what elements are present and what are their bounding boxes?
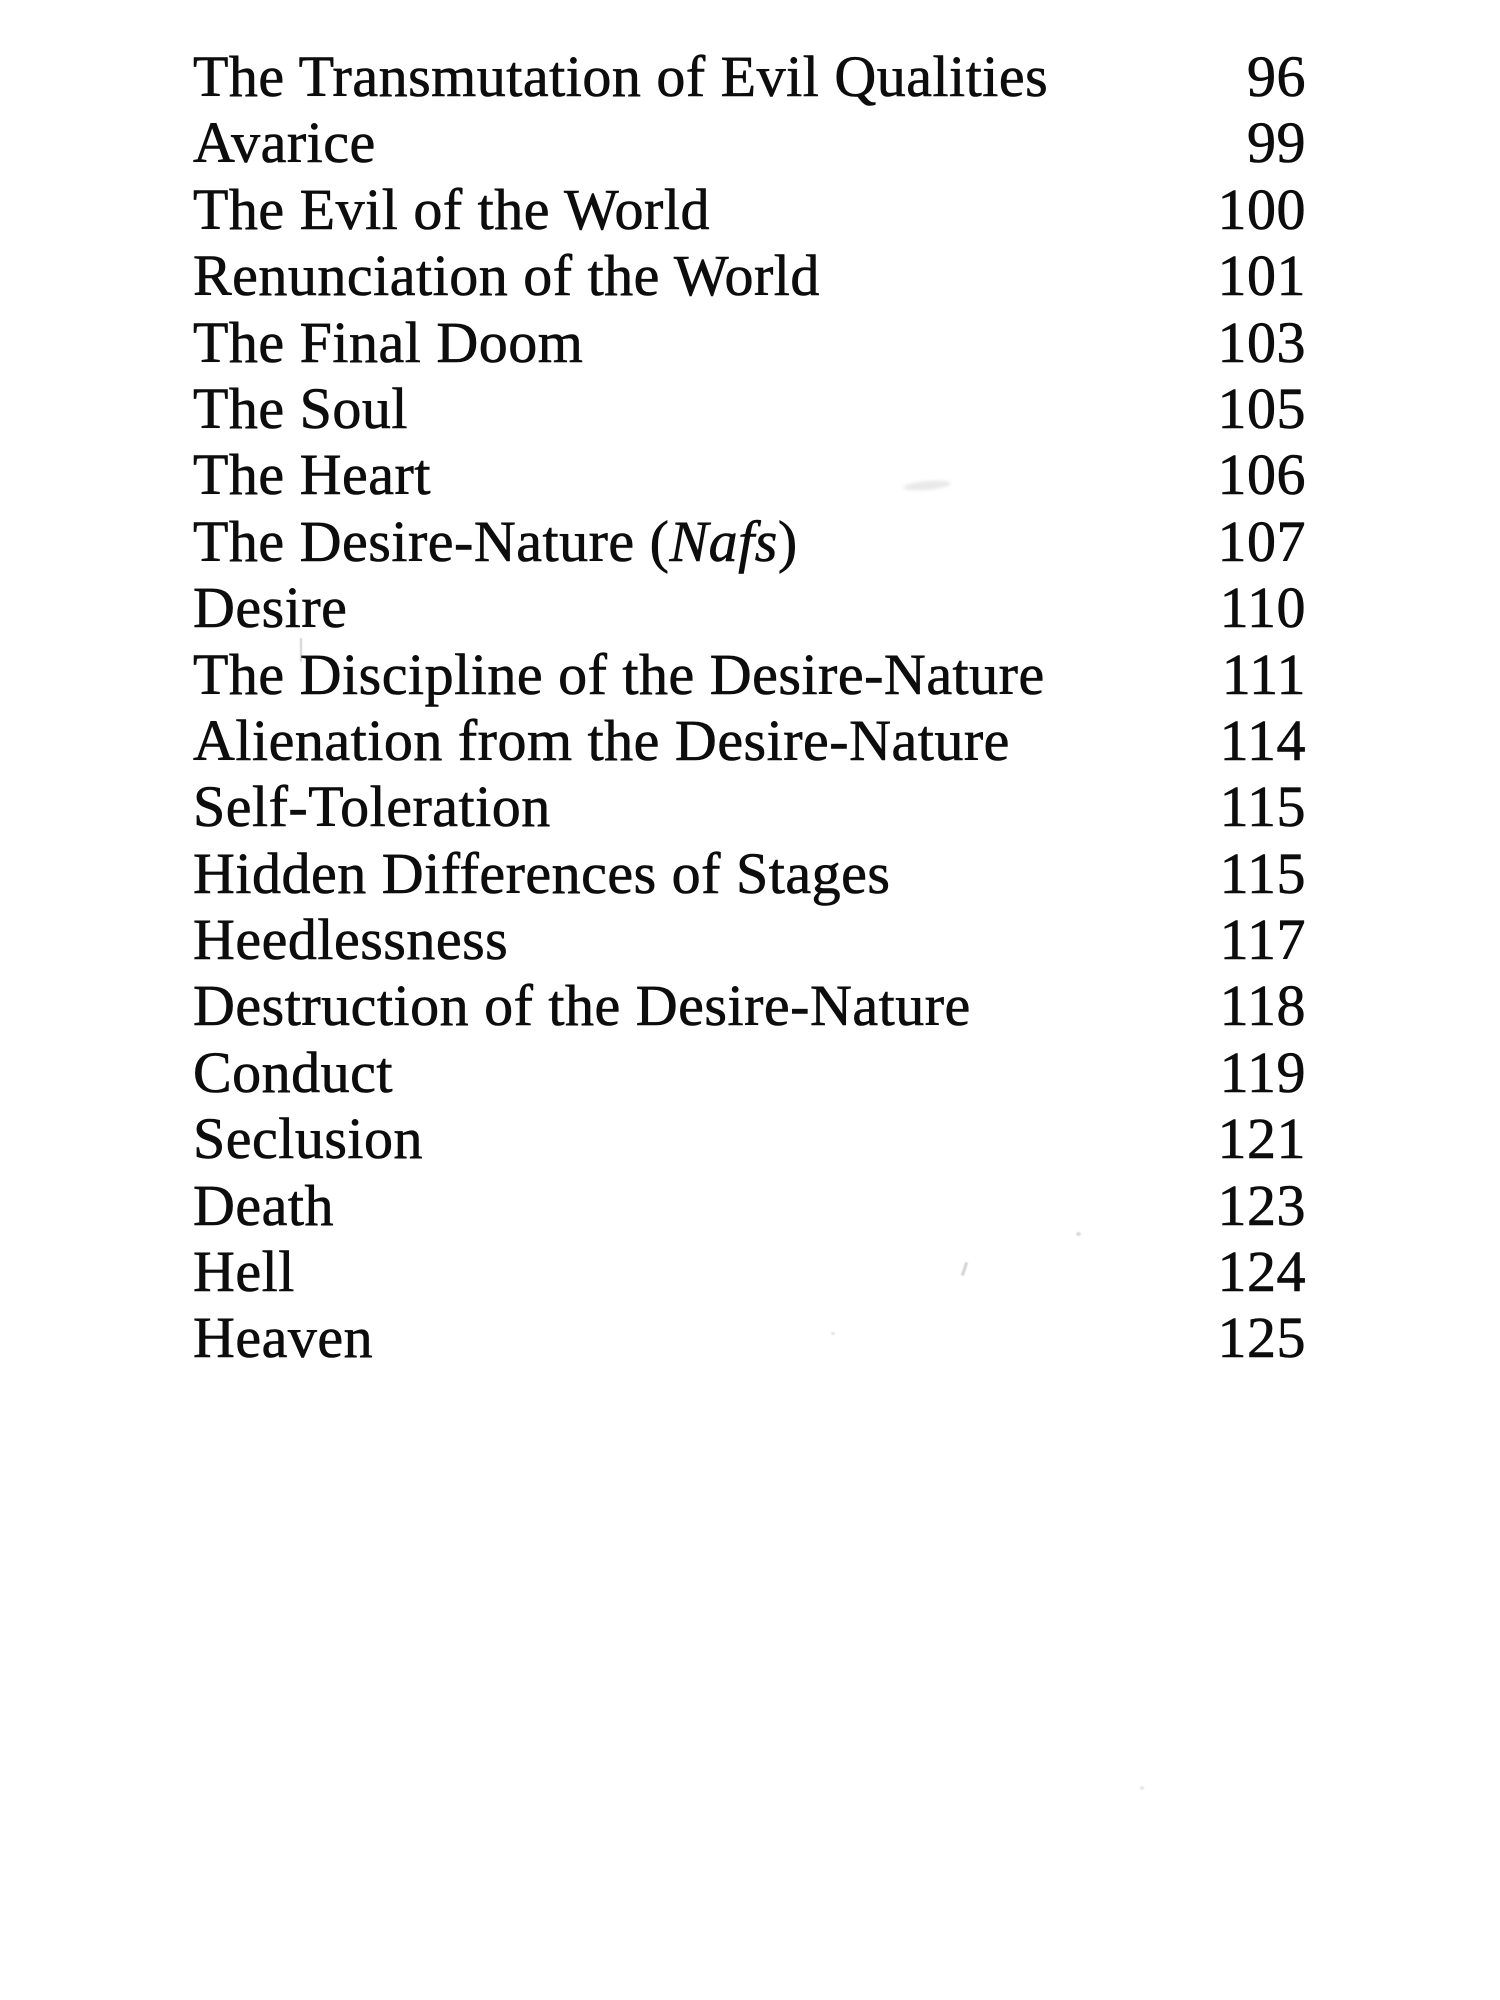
toc-entry-title-italic: Nafs (669, 508, 778, 574)
toc-entry-title-text: Heaven (193, 1305, 374, 1371)
toc-entry (193, 575, 1306, 641)
toc-entry (193, 1305, 1306, 1371)
toc-entry-title (193, 1040, 393, 1106)
toc-entry-page-number: 114 (1219, 707, 1306, 773)
toc-entry-page-number: 96 (1247, 44, 1306, 109)
toc-entry (193, 642, 1306, 708)
toc-entry-title (193, 243, 820, 309)
toc-entry-title-text: The Discipline of the Desire-Nature (193, 641, 1045, 707)
toc-entry-page-number: 110 (1219, 575, 1306, 641)
toc-entry (193, 774, 1306, 840)
toc-entry-page-number: 105 (1217, 375, 1306, 441)
toc-entry (193, 1040, 1306, 1106)
toc-entry-page-number: 124 (1217, 1239, 1306, 1305)
toc-entry-title (193, 509, 798, 575)
toc-entry-page-number: 125 (1217, 1305, 1306, 1371)
toc-entry-title (193, 1239, 295, 1305)
toc-entry-title (193, 575, 347, 641)
toc-entry-title-text: Seclusion (193, 1106, 424, 1172)
toc-entry-title (193, 310, 583, 376)
toc-entry (193, 841, 1306, 907)
toc-entry-title-text: The Evil of the World (193, 176, 710, 242)
toc-entry-page-number: 121 (1217, 1106, 1306, 1172)
toc-entry-page-number: 100 (1217, 176, 1306, 242)
toc-entry-title (193, 1173, 334, 1239)
toc-entry (193, 708, 1306, 774)
toc-entry-title (193, 1305, 373, 1371)
toc-list (193, 44, 1306, 1372)
toc-entry-title-text: Avarice (193, 110, 376, 176)
toc-entry-title-text: Self-Toleration (193, 774, 551, 840)
toc-entry-title (193, 44, 1048, 110)
toc-entry-page-number: 117 (1219, 907, 1306, 973)
toc-entry (193, 1239, 1306, 1305)
toc-entry-title-text: The Desire-Nature ( (193, 508, 670, 574)
toc-entry (193, 907, 1306, 973)
toc-entry (193, 442, 1306, 508)
toc-entry-title (193, 177, 710, 243)
toc-entry (193, 44, 1306, 110)
toc-entry-page-number: 111 (1221, 641, 1306, 707)
toc-entry-title (193, 973, 971, 1039)
toc-entry-title (193, 1106, 423, 1172)
toc-entry-title-suffix: ) (777, 508, 798, 574)
toc-entry-page-number: 107 (1217, 508, 1306, 574)
toc-entry-title (193, 376, 408, 442)
toc-entry-title-text: The Transmutation of Evil Qualities (193, 44, 1049, 109)
toc-entry (193, 973, 1306, 1039)
toc-entry-title-text: The Heart (193, 442, 431, 508)
toc-entry-page-number: 119 (1219, 1039, 1306, 1105)
toc-entry-title (193, 774, 551, 840)
toc-entry-title-text: The Final Doom (193, 309, 584, 375)
toc-entry-title-text: Alienation from the Desire-Nature (193, 707, 1010, 773)
toc-entry (193, 243, 1306, 309)
toc-entry-page-number: 101 (1217, 243, 1306, 309)
toc-entry-page-number: 99 (1247, 110, 1306, 176)
toc-entry-page-number: 106 (1217, 442, 1306, 508)
toc-entry-title (193, 708, 1010, 774)
toc-entry-title-text: Hidden Differences of Stages (193, 840, 891, 906)
toc-entry-title-text: Renunciation of the World (193, 243, 820, 309)
toc-entry (193, 376, 1306, 442)
toc-entry-title (193, 110, 376, 176)
scan-artifact (1140, 1786, 1144, 1790)
toc-entry-title-text: Destruction of the Desire-Nature (193, 973, 971, 1039)
toc-entry (193, 110, 1306, 176)
toc-entry-title-text: Hell (193, 1239, 295, 1305)
toc-entry (193, 1106, 1306, 1172)
toc-entry-title (193, 907, 508, 973)
toc-entry-title-text: Death (193, 1172, 334, 1238)
toc-entry (193, 177, 1306, 243)
toc-entry-title-text: Conduct (193, 1039, 394, 1105)
toc-entry-page-number: 103 (1217, 309, 1306, 375)
toc-entry-title (193, 442, 431, 508)
toc-entry (193, 509, 1306, 575)
toc-entry-title (193, 642, 1045, 708)
toc-entry-page-number: 123 (1217, 1172, 1306, 1238)
toc-entry-title-text: The Soul (193, 375, 409, 441)
toc-entry (193, 310, 1306, 376)
toc-entry (193, 1173, 1306, 1239)
toc-entry-title-text: Heedlessness (193, 907, 509, 973)
toc-entry-page-number: 115 (1219, 774, 1306, 840)
toc-entry-title-text: Desire (193, 575, 348, 641)
toc-entry-page-number: 115 (1219, 840, 1306, 906)
toc-entry-page-number: 118 (1219, 973, 1306, 1039)
toc-entry-title (193, 841, 890, 907)
